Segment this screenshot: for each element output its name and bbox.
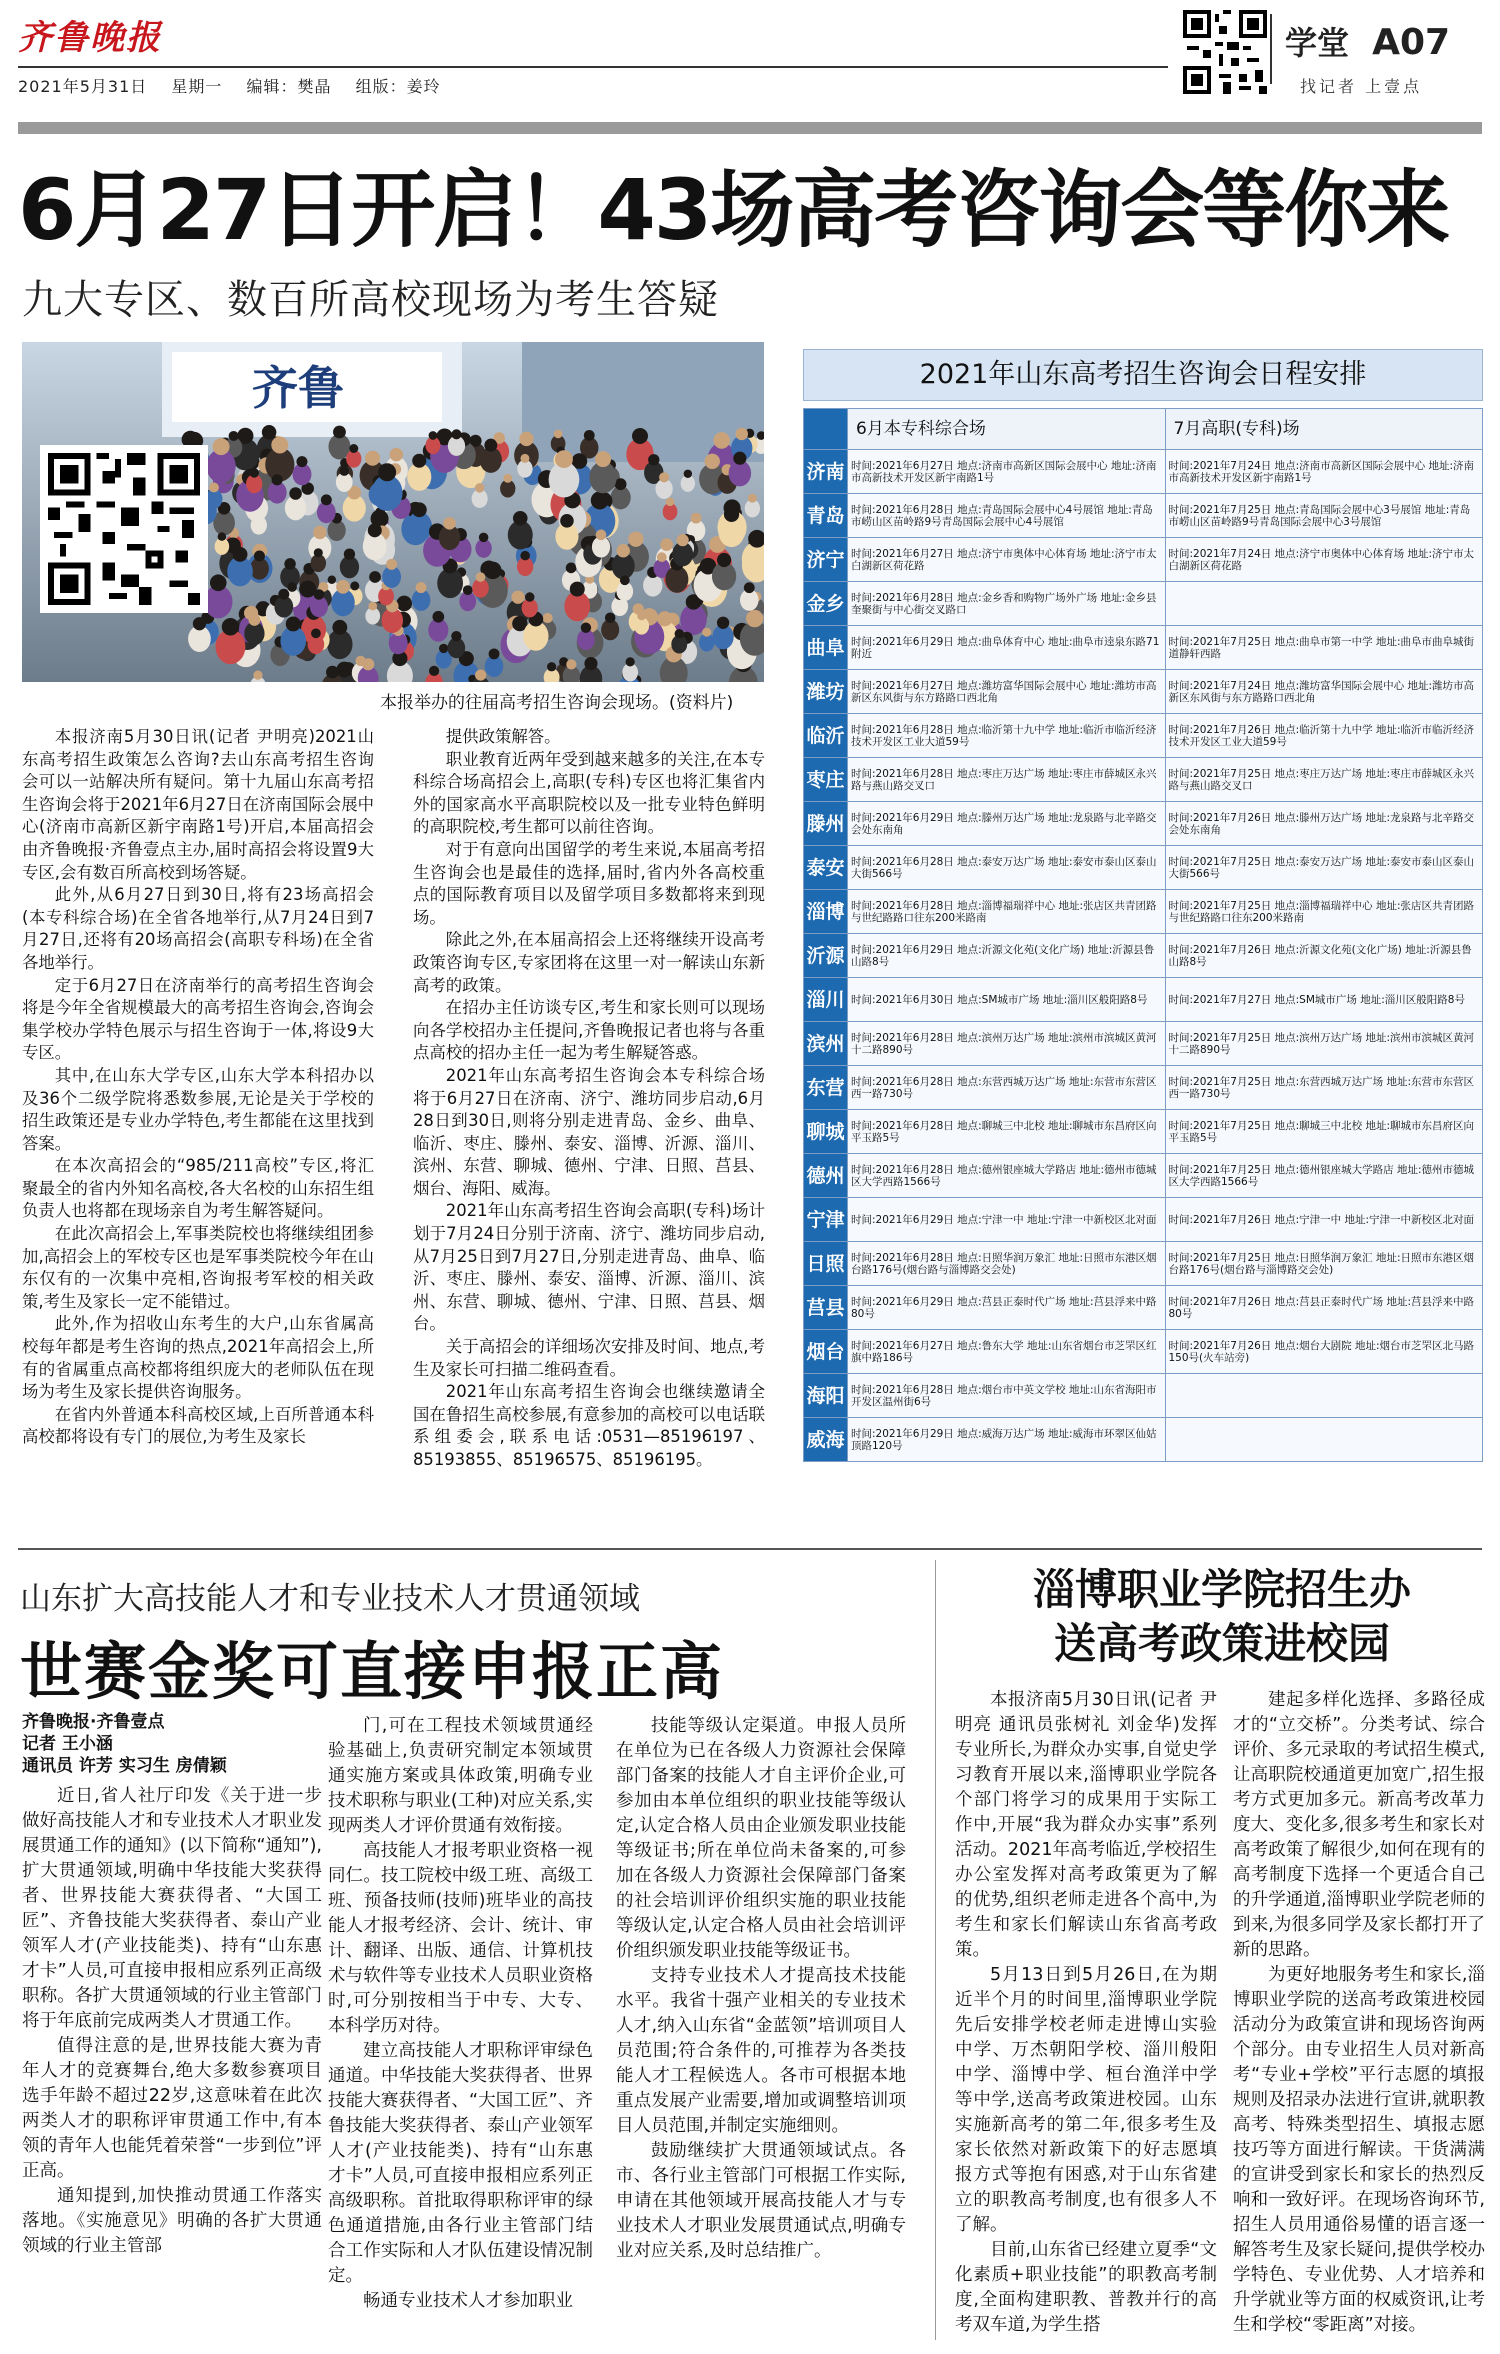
schedule-july-cell: 时间:2021年7月25日 地点:淄博福瑞祥中心 地址:张店区共青团路与世纪路路口往东200米路南 <box>1165 890 1483 934</box>
byline-reporter: 记者 王小涵 <box>22 1734 113 1754</box>
schedule-city: 济南 <box>804 450 848 494</box>
schedule-june-cell: 时间:2021年6月28日 地点:金乡香和购物广场外广场 地址:金乡县奎聚街与中心街交叉路口 <box>848 582 1166 626</box>
schedule-july-cell: 时间:2021年7月26日 地点:临沂第十九中学 地址:临沂市临沂经济技术开发区工业大道59号 <box>1165 714 1483 758</box>
schedule-city: 东营 <box>804 1066 848 1110</box>
article-paragraph: 目前,山东省已经建立夏季“文化素质+职业技能”的职教高考制度,全面构建职教、普教并行的高考双车道,为学生搭 <box>955 2240 1217 2335</box>
schedule-june-cell: 时间:2021年6月29日 地点:滕州万达广场 地址:龙泉路与北辛路交会处东南角 <box>848 802 1166 846</box>
zibo-column-2 <box>1233 1688 1485 2338</box>
schedule-june-cell: 时间:2021年6月28日 地点:淄博福瑞祥中心 地址:张店区共青团路与世纪路路口往东200米路南 <box>848 890 1166 934</box>
article-paragraph: 此外,作为招收山东考生的大户,山东省属高校每年都是考生咨询的热点,2021年高招会上,所有的省属重点高校都将组织庞大的老师队伍在现场为考生及家长提供咨询服务。 <box>22 1314 374 1402</box>
schedule-july-cell: 时间:2021年7月25日 地点:枣庄万达广场 地址:枣庄市薛城区永兴路与燕山路交叉口 <box>1165 758 1483 802</box>
schedule-row <box>804 1022 1483 1066</box>
editor-credit: 编辑：樊晶 <box>246 77 332 96</box>
article-paragraph: 本报济南5月30日讯(记者 尹明亮 通讯员张树礼 刘金华)发挥专业所长,为群众办实事,自觉史学习教育开展以来,淄博职业学院各个部门将学习的成果用于实际工作中,开展“我为群众办实事”系列活动。2021年高考临近,学校招生办公室发挥对高考政策更为了解的优势,组织老师走进各个高中,为考生和家长们解读山东省高考政策。 <box>955 1690 1217 1960</box>
article-paragraph: 支持专业技术人才提高技术技能水平。我省十强产业相关的专业技术人才,纳入山东省“金蓝领”培训项目人员范围;符合条件的,可推荐为各类技能人才工程候选人。各市可根据本地重点发展产业需要,增加或调整培训项目人员范围,并制定实施细则。 <box>616 1966 906 2136</box>
schedule-july-cell: 时间:2021年7月26日 地点:莒县正泰时代广场 地址:莒县浮来中路80号 <box>1165 1286 1483 1330</box>
schedule-city: 潍坊 <box>804 670 848 714</box>
article-paragraph: 关于高招会的详细场次安排及时间、地点,考生及家长可扫描二维码查看。 <box>413 1337 765 1379</box>
article-paragraph: 在省内外普通本科高校区域,上百所普通本科高校都将设有专门的展位,为考生及家长 <box>22 1404 374 1447</box>
skills-column-2 <box>328 1714 593 2314</box>
schedule-july-cell: 时间:2021年7月26日 地点:宁津一中 地址:宁津一中新校区北对面 <box>1165 1198 1483 1242</box>
schedule-june-cell: 时间:2021年6月28日 地点:东营西城万达广场 地址:东营市东营区西一路730号 <box>848 1066 1166 1110</box>
article-paragraph: 为更好地服务考生和家长,淄博职业学院的送高考政策进校园活动分为政策宣讲和现场咨询两个部分。由专业招生人员对新高考“专业+学校”平行志愿的填报规则及招录办法进行宣讲,就职教高考、特殊类型招生、填报志愿技巧等方面进行解读。干货满满的宣讲受到家长和家长的热烈反响和一致好评。在现场咨询环节,招生人员用通俗易懂的语言逐一解答考生及家长疑问,提供学校办学特色、专业优势、人才培养和升学就业等方面的权威资讯,让考生和学校“零距离”对接。 <box>1233 1965 1485 2335</box>
photo-banner-text: 齐鲁 <box>252 361 344 415</box>
schedule-table <box>803 408 1483 1462</box>
schedule-city: 滕州 <box>804 802 848 846</box>
article-paragraph: 建立高技能人才职称评审绿色通道。中华技能大奖获得者、世界技能大赛获得者、“大国工匠”、齐鲁技能大奖获得者、泰山产业领军人才(产业技能类)、持有“山东惠才卡”人员,可直接申报相应系列正高级职称。首批取得职称评审的绿色通道措施,由各行业主管部门结合工作实际和人才队伍建设情况制定。 <box>328 2041 593 2286</box>
schedule-row <box>804 626 1483 670</box>
schedule-city: 德州 <box>804 1154 848 1198</box>
schedule-june-cell: 时间:2021年6月27日 地点:潍坊富华国际会展中心 地址:潍坊市高新区东风街与东方路路口西北角 <box>848 670 1166 714</box>
schedule-row <box>804 802 1483 846</box>
schedule-city: 曲阜 <box>804 626 848 670</box>
schedule-june-cell: 时间:2021年6月27日 地点:济宁市奥体中心体育场 地址:济宁市太白湖新区荷花路 <box>848 538 1166 582</box>
main-subheadline: 九大专区、数百所高校现场为考生答疑 <box>22 277 719 323</box>
qr-code-icon <box>48 453 200 605</box>
section-header <box>1285 18 1450 64</box>
schedule-city: 济宁 <box>804 538 848 582</box>
article-paragraph: 2021年山东高考招生咨询会高职(专科)场计划于7月24日分别于济南、济宁、潍坊同步启动,从7月25日到7月27日,分别走进青岛、曲阜、临沂、枣庄、滕州、泰安、淄博、沂源、淄川、滨州、东营、聊城、德州、宁津、日照、莒县、烟台。 <box>413 1201 765 1334</box>
schedule-june-cell: 时间:2021年6月28日 地点:日照华润万象汇 地址:日照市东港区烟台路176号(烟台路与淄博路交会处) <box>848 1242 1166 1286</box>
schedule-city: 沂源 <box>804 934 848 978</box>
schedule-row <box>804 846 1483 890</box>
article-paragraph: 鼓励继续扩大贯通领域试点。各市、各行业主管部门可根据工作实际,申请在其他领域开展高技能人才与专业技术人才职业发展贯通试点,明确专业对应关系,及时总结推广。 <box>616 2141 906 2261</box>
section-tagline: 找记者 上壹点 <box>1300 77 1423 96</box>
article-paragraph: 2021年山东高考招生咨询会本专科综合场将于6月27日在济南、济宁、潍坊同步启动,6月28日到30日,则将分别走进青岛、金乡、曲阜、临沂、枣庄、滕州、泰安、淄博、沂源、淄川、滨州、东营、聊城、德州、宁津、日照、莒县、烟台、海阳、威海。 <box>413 1065 765 1198</box>
article-paragraph: 提供政策解答。 <box>445 727 561 746</box>
article-paragraph: 在此次高招会上,军事类院校也将继续组团参加,高招会上的军校专区也是军事类院校今年在山东仅有的一次集中亮相,咨询报考军校的相关政策,考生及家长一定不能错过。 <box>22 1224 374 1311</box>
section-name: 学堂 <box>1285 24 1350 62</box>
schedule-row <box>804 1242 1483 1286</box>
article-paragraph: 其中,在山东大学专区,山东大学本科招办以及36个二级学院将悉数参展,无论是关于学校的招生政策还是专业办学特色,考生都能在这里找到答案。 <box>22 1065 374 1153</box>
schedule-july-cell: 时间:2021年7月26日 地点:滕州万达广场 地址:龙泉路与北辛路交会处东南角 <box>1165 802 1483 846</box>
schedule-july-cell: 时间:2021年7月26日 地点:烟台大剧院 地址:烟台市芝罘区北马路150号(火车站旁) <box>1165 1330 1483 1374</box>
article-paragraph: 高技能人才报考职业资格一视同仁。技工院校中级工班、高级工班、预备技师(技师)班毕业的高技能人才报考经济、会计、统计、审计、翻译、出版、通信、计算机技术与软件等专业技术人员职业资格时,可分别按相当于中专、大专、本科学历对待。 <box>328 1841 593 2036</box>
schedule-june-cell: 时间:2021年6月28日 地点:泰安万达广场 地址:泰安市泰山区泰山大街566号 <box>848 846 1166 890</box>
schedule-june-cell: 时间:2021年6月28日 地点:青岛国际会展中心4号展馆 地址:青岛市崂山区苗岭路9号青岛国际会展中心4号展馆 <box>848 494 1166 538</box>
schedule-row <box>804 1330 1483 1374</box>
schedule-row <box>804 450 1483 494</box>
schedule-city: 日照 <box>804 1242 848 1286</box>
schedule-row <box>804 1374 1483 1418</box>
schedule-city: 青岛 <box>804 494 848 538</box>
schedule-city: 宁津 <box>804 1198 848 1242</box>
schedule-city: 临沂 <box>804 714 848 758</box>
issue-weekday: 星期一 <box>171 77 223 96</box>
schedule-june-cell: 时间:2021年6月28日 地点:烟台市中英文学校 地址:山东省海阳市开发区温州街6号 <box>848 1374 1166 1418</box>
schedule-city: 枣庄 <box>804 758 848 802</box>
schedule-july-cell: 时间:2021年7月25日 地点:东营西城万达广场 地址:东营市东营区西一路730号 <box>1165 1066 1483 1110</box>
article-paragraph: 此外,从6月27日到30日,将有23场高招会(本专科综合场)在全省各地举行,从7月24日到7月27日,还将有20场高招会(高职专科场)在全省各地举行。 <box>22 885 374 972</box>
article-paragraph: 在本次高招会的“985/211高校”专区,将汇聚最全的省内外知名高校,各大名校的山东招生组负责人也将都在现场亲自为考生解答疑问。 <box>22 1156 374 1221</box>
schedule-city: 海阳 <box>804 1374 848 1418</box>
schedule-june-cell: 时间:2021年6月28日 地点:德州银座城大学路店 地址:德州市德城区大学西路1566号 <box>848 1154 1166 1198</box>
article-paragraph: 对于有意向出国留学的考生来说,本届高考招生咨询会也是最佳的选择,届时,省内外各高校重点的国际教育项目以及留学项目多数都将来到现场。 <box>413 839 765 927</box>
skills-byline <box>22 1711 322 1777</box>
schedule-row <box>804 978 1483 1022</box>
schedule-row <box>804 758 1483 802</box>
schedule-june-cell: 时间:2021年6月29日 地点:莒县正泰时代广场 地址:莒县浮来中路80号 <box>848 1286 1166 1330</box>
schedule-row <box>804 1154 1483 1198</box>
schedule-city: 威海 <box>804 1418 848 1462</box>
schedule-july-cell: 时间:2021年7月25日 地点:聊城三中北校 地址:聊城市东昌府区向平玉路5号 <box>1165 1110 1483 1154</box>
dateline <box>18 74 459 97</box>
schedule-july-cell: 时间:2021年7月25日 地点:滨州万达广场 地址:滨州市滨城区黄河十二路890号 <box>1165 1022 1483 1066</box>
schedule-row <box>804 1198 1483 1242</box>
layout-credit: 组版：姜玲 <box>355 77 441 96</box>
article-paragraph: 定于6月27日在济南举行的高考招生咨询会将是今年全省规模最大的高考招生咨询会,咨询会集学校办学特色展示与招生咨询于一体,将设9大专区。 <box>22 975 374 1063</box>
zibo-headline <box>957 1563 1487 1671</box>
schedule-june-cell: 时间:2021年6月29日 地点:沂源文化苑(文化广场) 地址:沂源县鲁山路8号 <box>848 934 1166 978</box>
schedule-july-cell <box>1165 582 1483 626</box>
photo-caption: 本报举办的往届高考招生咨询会现场。(资料片) <box>380 693 734 713</box>
schedule-row <box>804 538 1483 582</box>
masthead-rule <box>18 66 1168 68</box>
schedule-title: 2021年山东高考招生咨询会日程安排 <box>803 349 1483 401</box>
schedule-july-cell: 时间:2021年7月24日 地点:潍坊富华国际会展中心 地址:潍坊市高新区东风街与东方路路口西北角 <box>1165 670 1483 714</box>
schedule-june-cell: 时间:2021年6月28日 地点:枣庄万达广场 地址:枣庄市薛城区永兴路与燕山路交叉口 <box>848 758 1166 802</box>
schedule-row <box>804 714 1483 758</box>
main-headline: 6月27日开启！43场高考咨询会等你来 <box>18 161 1449 259</box>
article-paragraph: 技能等级认定渠道。申报人员所在单位为已在各级人力资源社会保障部门备案的技能人才自主评价企业,可参加由本单位组织的职业技能等级认定,认定合格人员由企业颁发职业技能等级证书;所在单位尚未备案的,可参加在各级人力资源社会保障部门备案的社会培训评价组织实施的职业技能等级认定,认定合格人员由社会培训评价组织颁发职业技能等级证书。 <box>616 1716 906 1961</box>
skills-column-3 <box>616 1714 906 2264</box>
article-paragraph: 除此之外,在本届高招会上还将继续开设高考政策咨询专区,专家团将在这里一对一解读山东新高考的政策。 <box>413 930 765 995</box>
schedule-july-cell: 时间:2021年7月24日 地点:济南市高新区国际会展中心 地址:济南市高新技术开发区新宇南路1号 <box>1165 450 1483 494</box>
article-paragraph: 值得注意的是,世界技能大赛为青年人才的竞赛舞台,绝大多数参赛项目选手年龄不超过22岁,这意味着在此次两类人才的职称评审贯通工作中,有本领的青年人也能凭着荣誉“一步到位”评正高。 <box>22 2036 322 2181</box>
schedule-city: 淄博 <box>804 890 848 934</box>
schedule-row <box>804 1066 1483 1110</box>
schedule-july-cell: 时间:2021年7月27日 地点:SM城市广场 地址:淄川区般阳路8号 <box>1165 978 1483 1022</box>
skills-kicker: 山东扩大高技能人才和专业技术人才贯通领域 <box>20 1581 640 1617</box>
schedule-july-cell: 时间:2021年7月25日 地点:青岛国际会展中心3号展馆 地址:青岛市崂山区苗岭路9号青岛国际会展中心3号展馆 <box>1165 494 1483 538</box>
main-article-column-1 <box>22 726 374 1449</box>
schedule-june-cell: 时间:2021年6月27日 地点:鲁东大学 地址:山东省烟台市芝罘区红旗中路186号 <box>848 1330 1166 1374</box>
schedule-july-cell: 时间:2021年7月26日 地点:沂源文化苑(文化广场) 地址:沂源县鲁山路8号 <box>1165 934 1483 978</box>
schedule-row <box>804 890 1483 934</box>
schedule-july-cell: 时间:2021年7月25日 地点:日照华润万象汇 地址:日照市东港区烟台路176号(烟台路与淄博路交会处) <box>1165 1242 1483 1286</box>
schedule-row <box>804 1286 1483 1330</box>
schedule-june-cell: 时间:2021年6月27日 地点:济南市高新区国际会展中心 地址:济南市高新技术开发区新宇南路1号 <box>848 450 1166 494</box>
main-article-column-2 <box>413 726 765 1472</box>
zibo-headline-line1: 淄博职业学院招生办 <box>1032 1565 1411 1614</box>
schedule-row <box>804 1110 1483 1154</box>
schedule-june-cell: 时间:2021年6月28日 地点:滨州万达广场 地址:滨州市滨城区黄河十二路890号 <box>848 1022 1166 1066</box>
zibo-column-1 <box>955 1688 1217 2338</box>
schedule-july-cell <box>1165 1374 1483 1418</box>
schedule-row <box>804 582 1483 626</box>
schedule-city: 烟台 <box>804 1330 848 1374</box>
article-paragraph: 2021年山东高考招生咨询会也继续邀请全国在鲁招生高校参展,有意参加的高校可以电话联系组委会,联系电话:0531—85196197、85193855、85196575、85196195。 <box>413 1382 765 1469</box>
article-paragraph: 畅通专业技术人才参加职业 <box>363 2291 573 2311</box>
masthead-divider <box>1270 14 1272 84</box>
schedule-june-cell: 时间:2021年6月29日 地点:曲阜体育中心 地址:曲阜市逵泉东路71附近 <box>848 626 1166 670</box>
article-paragraph: 本报济南5月30日讯(记者 尹明亮)2021山东高考招生政策怎么咨询?去山东高考招生咨询会可以一站解决所有疑问。第十九届山东高考招生咨询会将于2021年6月27日在济南国际会展中心(济南市高新区新宇南路1号)开启,本届高招会由齐鲁晚报·齐鲁壹点主办,届时高招会将设置9大专区,会有数百所高校到场答疑。 <box>22 727 374 882</box>
schedule-col-head-july: 7月高职(专科)场 <box>1165 409 1483 450</box>
article-paragraph: 职业教育近两年受到越来越多的关注,在本专科综合场高招会上,高职(专科)专区也将汇集省内外的国家高水平高职院校以及一批专业特色鲜明的高职院校,考生都可以前往咨询。 <box>413 749 765 837</box>
schedule-col-head-june: 6月本专科综合场 <box>848 409 1166 450</box>
skills-headline: 世赛金奖可直接申报正高 <box>20 1635 725 1708</box>
column-rule <box>935 1560 936 2340</box>
schedule-city: 金乡 <box>804 582 848 626</box>
skills-column-1 <box>22 1784 322 2259</box>
article-paragraph: 门,可在工程技术领域贯通经验基础上,负责研究制定本领域贯通实施方案或具体政策,明确专业技术职称与职业(工种)对应关系,实现两类人才评价贯通有效衔接。 <box>328 1716 593 1836</box>
byline-contributors: 通讯员 许芳 实习生 房倩颖 <box>22 1756 227 1776</box>
issue-date: 2021年5月31日 <box>18 77 148 96</box>
schedule-july-cell: 时间:2021年7月25日 地点:泰安万达广场 地址:泰安市泰山区泰山大街566号 <box>1165 846 1483 890</box>
schedule-july-cell: 时间:2021年7月25日 地点:曲阜市第一中学 地址:曲阜市曲阜城街道静轩西路 <box>1165 626 1483 670</box>
byline-outlet: 齐鲁晚报·齐鲁壹点 <box>22 1712 165 1732</box>
schedule-city: 泰安 <box>804 846 848 890</box>
schedule-row <box>804 1418 1483 1462</box>
qr-code-icon[interactable] <box>1183 10 1267 94</box>
schedule-june-cell: 时间:2021年6月29日 地点:威海万达广场 地址:威海市环翠区仙姑顶路120号 <box>848 1418 1166 1462</box>
schedule-june-cell: 时间:2021年6月29日 地点:宁津一中 地址:宁津一中新校区北对面 <box>848 1198 1166 1242</box>
schedule-city: 聊城 <box>804 1110 848 1154</box>
schedule-city: 淄川 <box>804 978 848 1022</box>
schedule-july-cell <box>1165 1418 1483 1462</box>
article-paragraph: 在招办主任访谈专区,考生和家长则可以现场向各学校招办主任提问,齐鲁晚报记者也将与各重点高校的招办主任一起为考生解疑答惑。 <box>413 998 765 1063</box>
schedule-row <box>804 934 1483 978</box>
schedule-july-cell: 时间:2021年7月24日 地点:济宁市奥体中心体育场 地址:济宁市太白湖新区荷花路 <box>1165 538 1483 582</box>
article-paragraph: 5月13日到5月26日,在为期近半个月的时间里,淄博职业学院先后安排学校老师走进博山实验中学、万杰朝阳学校、淄川般阳中学、淄博中学、桓台渔洋中学等中学,送高考政策进校园。山东实施新高考的第二年,很多考生及家长依然对新政策下的好志愿填报方式等抱有困惑,对于山东省建立的职教高考制度,也有很多人不了解。 <box>955 1965 1217 2235</box>
schedule-june-cell: 时间:2021年6月28日 地点:聊城三中北校 地址:聊城市东昌府区向平玉路5号 <box>848 1110 1166 1154</box>
page-number: A07 <box>1372 22 1451 63</box>
header-band <box>18 122 1482 134</box>
schedule-july-cell: 时间:2021年7月25日 地点:德州银座城大学路店 地址:德州市德城区大学西路1566号 <box>1165 1154 1483 1198</box>
zibo-headline-line2: 送高考政策进校园 <box>1053 1619 1390 1668</box>
section-divider <box>18 1548 1482 1550</box>
schedule-city: 滨州 <box>804 1022 848 1066</box>
schedule-qr-code[interactable] <box>40 445 208 613</box>
schedule-june-cell: 时间:2021年6月30日 地点:SM城市广场 地址:淄川区般阳路8号 <box>848 978 1166 1022</box>
masthead-logo: 齐鲁晚报 <box>18 18 162 58</box>
schedule-corner <box>804 409 848 450</box>
schedule-city: 莒县 <box>804 1286 848 1330</box>
article-paragraph: 通知提到,加快推动贯通工作落实落地。《实施意见》明确的各扩大贯通领域的行业主管部 <box>22 2186 322 2256</box>
schedule-row <box>804 494 1483 538</box>
article-paragraph: 建起多样化选择、多路径成才的“立交桥”。分类考试、综合评价、多元录取的考试招生模式,让高职院校通道更加宽广,招生报考方式更加多元。新高考改革力度大、变化多,很多考生和家长对高考政策了解很少,如何在现有的高考制度下选择一个更适合自己的升学通道,淄博职业学院老师的到来,为很多同学及家长都打开了新的思路。 <box>1233 1690 1485 1960</box>
schedule-june-cell: 时间:2021年6月28日 地点:临沂第十九中学 地址:临沂市临沂经济技术开发区工业大道59号 <box>848 714 1166 758</box>
article-paragraph: 近日,省人社厅印发《关于进一步做好高技能人才和专业技术人才职业发展贯通工作的通知》(以下简称“通知”),扩大贯通领域,明确中华技能大奖获得者、世界技能大赛获得者、“大国工匠”、齐鲁技能大奖获得者、泰山产业领军人才(产业技能类)、持有“山东惠才卡”人员,可直接申报相应系列正高级职称。各扩大贯通领域的行业主管部门将于年底前完成两类人才贯通工作。 <box>22 1786 322 2031</box>
schedule-row <box>804 670 1483 714</box>
